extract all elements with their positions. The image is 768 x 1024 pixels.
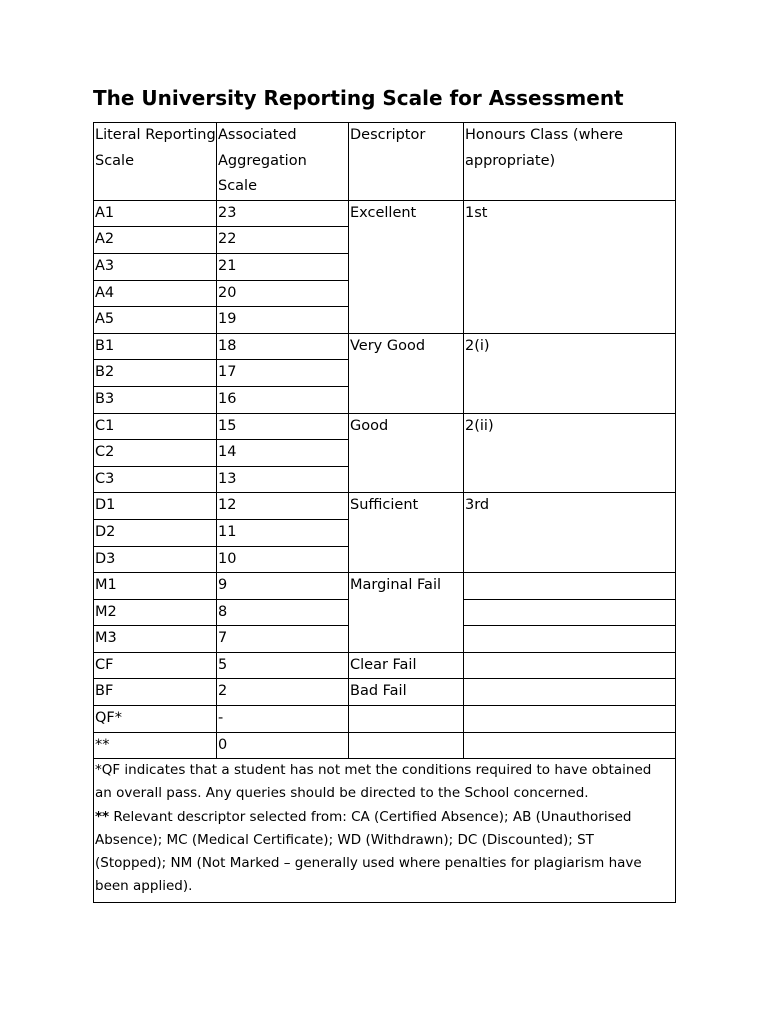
descriptor-cell-empty	[349, 706, 464, 733]
honours-cell: 2(ii)	[464, 413, 676, 493]
descriptor-cell: Marginal Fail	[349, 573, 464, 653]
footnote-cell	[94, 759, 676, 903]
honours-cell-empty	[464, 626, 676, 653]
page-title: The University Reporting Scale for Assessment	[93, 86, 624, 110]
table-row	[94, 679, 676, 706]
honours-cell-empty	[464, 706, 676, 733]
aggregation-cell: 10	[217, 546, 349, 573]
aggregation-cell: 13	[217, 466, 349, 493]
literal-cell: A1	[94, 200, 217, 227]
aggregation-cell: 9	[217, 573, 349, 600]
literal-cell: D2	[94, 519, 217, 546]
literal-cell: B3	[94, 386, 217, 413]
aggregation-cell: 12	[217, 493, 349, 520]
descriptor-cell: Good	[349, 413, 464, 493]
literal-cell: M3	[94, 626, 217, 653]
aggregation-cell: 19	[217, 307, 349, 334]
descriptor-cell-empty	[349, 732, 464, 759]
header-literal-reporting-scale: Literal Reporting Scale	[94, 123, 217, 201]
literal-cell: C2	[94, 440, 217, 467]
footnote-double-star-text: Relevant descriptor selected from: CA (Certified Absence); AB (Unauthorised Absence); MC (Medical Certificate); WD (Withdrawn); DC (Discounted); ST (Stopped); NM (Not Marked – generally used where penalties for plagiarism have been applied).	[95, 808, 642, 895]
literal-cell: **	[94, 732, 217, 759]
aggregation-cell: -	[217, 706, 349, 733]
literal-cell: M2	[94, 599, 217, 626]
descriptor-cell: Bad Fail	[349, 679, 464, 706]
descriptor-cell: Excellent	[349, 200, 464, 333]
table-header-row	[94, 123, 676, 201]
literal-cell: A2	[94, 227, 217, 254]
honours-cell-empty	[464, 679, 676, 706]
table-row	[94, 732, 676, 759]
aggregation-cell: 14	[217, 440, 349, 467]
aggregation-cell: 11	[217, 519, 349, 546]
literal-cell: D3	[94, 546, 217, 573]
aggregation-cell: 18	[217, 333, 349, 360]
honours-cell-empty	[464, 652, 676, 679]
aggregation-cell: 7	[217, 626, 349, 653]
aggregation-cell: 17	[217, 360, 349, 387]
aggregation-cell: 23	[217, 200, 349, 227]
reporting-scale-table	[93, 122, 676, 903]
honours-cell-empty	[464, 599, 676, 626]
footnote-double-star-marker: **	[95, 808, 110, 825]
descriptor-cell: Sufficient	[349, 493, 464, 573]
aggregation-cell: 0	[217, 732, 349, 759]
honours-cell: 1st	[464, 200, 676, 333]
literal-cell: BF	[94, 679, 217, 706]
aggregation-cell: 20	[217, 280, 349, 307]
honours-cell: 2(i)	[464, 333, 676, 413]
literal-cell: D1	[94, 493, 217, 520]
table-row	[94, 652, 676, 679]
footnote-qf: *QF indicates that a student has not met the conditions required to have obtained an overall pass. Any queries should be directed to the School concerned.	[95, 762, 652, 802]
literal-cell: A3	[94, 253, 217, 280]
literal-cell: B2	[94, 360, 217, 387]
table-row	[94, 493, 676, 520]
aggregation-cell: 21	[217, 253, 349, 280]
table-row	[94, 706, 676, 733]
header-associated-aggregation-scale: Associated Aggregation Scale	[217, 123, 349, 201]
table-row	[94, 573, 676, 600]
literal-cell: CF	[94, 652, 217, 679]
literal-cell: QF*	[94, 706, 217, 733]
literal-cell: A5	[94, 307, 217, 334]
literal-cell: C3	[94, 466, 217, 493]
honours-cell: 3rd	[464, 493, 676, 573]
literal-cell: M1	[94, 573, 217, 600]
table-row	[94, 333, 676, 360]
header-honours-class: Honours Class (where appropriate)	[464, 123, 676, 201]
literal-cell: C1	[94, 413, 217, 440]
aggregation-cell: 2	[217, 679, 349, 706]
footnote-row	[94, 759, 676, 903]
literal-cell: A4	[94, 280, 217, 307]
descriptor-cell: Clear Fail	[349, 652, 464, 679]
honours-cell-empty	[464, 732, 676, 759]
literal-cell: B1	[94, 333, 217, 360]
aggregation-cell: 5	[217, 652, 349, 679]
aggregation-cell: 15	[217, 413, 349, 440]
aggregation-cell: 22	[217, 227, 349, 254]
aggregation-cell: 16	[217, 386, 349, 413]
header-descriptor: Descriptor	[349, 123, 464, 201]
table-row	[94, 413, 676, 440]
honours-cell-empty	[464, 573, 676, 600]
footnote-double-star	[95, 806, 667, 899]
table-row	[94, 200, 676, 227]
aggregation-cell: 8	[217, 599, 349, 626]
descriptor-cell: Very Good	[349, 333, 464, 413]
